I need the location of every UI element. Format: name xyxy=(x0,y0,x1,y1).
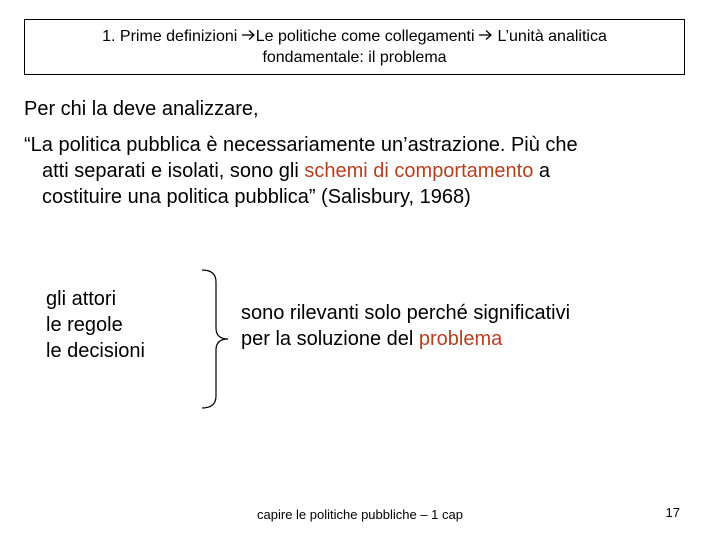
description-line-1: sono rilevanti solo perché significativi xyxy=(241,302,571,324)
slide-title-box xyxy=(24,19,685,75)
right-brace xyxy=(200,268,230,410)
slide-title-line-1 xyxy=(25,26,684,47)
slide-title-line-2: fondamentale: il problema xyxy=(262,49,447,66)
quote-line-2 xyxy=(24,158,704,184)
quote-highlight: schemi di comportamento xyxy=(304,160,534,182)
title-part-1: 1. Prime definizioni xyxy=(102,28,242,45)
list-item: le regole xyxy=(46,314,123,336)
intro-text: Per chi la deve analizzare, xyxy=(24,98,259,120)
description-line-2-start: per la soluzione del xyxy=(241,328,419,350)
right-arrow-icon xyxy=(242,26,256,47)
quote-line-2-end: a xyxy=(533,160,551,182)
description-line-2 xyxy=(241,326,570,352)
items-list xyxy=(46,286,145,364)
title-part-2: Le politiche come collegamenti xyxy=(255,28,479,45)
quote-line-3: costituire una politica pubblica” (Salisbury, 1968) xyxy=(42,186,471,208)
page-number: 17 xyxy=(665,505,680,520)
salisbury-quote xyxy=(24,132,704,210)
footer-caption: capire le politiche pubbliche – 1 cap xyxy=(257,507,463,522)
description-highlight: problema xyxy=(418,328,503,350)
right-arrow-icon xyxy=(479,26,493,47)
quote-line-2-start: atti separati e isolati, sono gli xyxy=(42,160,305,182)
quote-line-1: “La politica pubblica è necessariamente un’astrazione. Più che xyxy=(24,134,578,156)
description-text xyxy=(241,300,570,352)
list-item: gli attori xyxy=(46,288,117,310)
list-item: le decisioni xyxy=(46,340,145,362)
title-part-3: L’unità analitica xyxy=(493,28,607,45)
